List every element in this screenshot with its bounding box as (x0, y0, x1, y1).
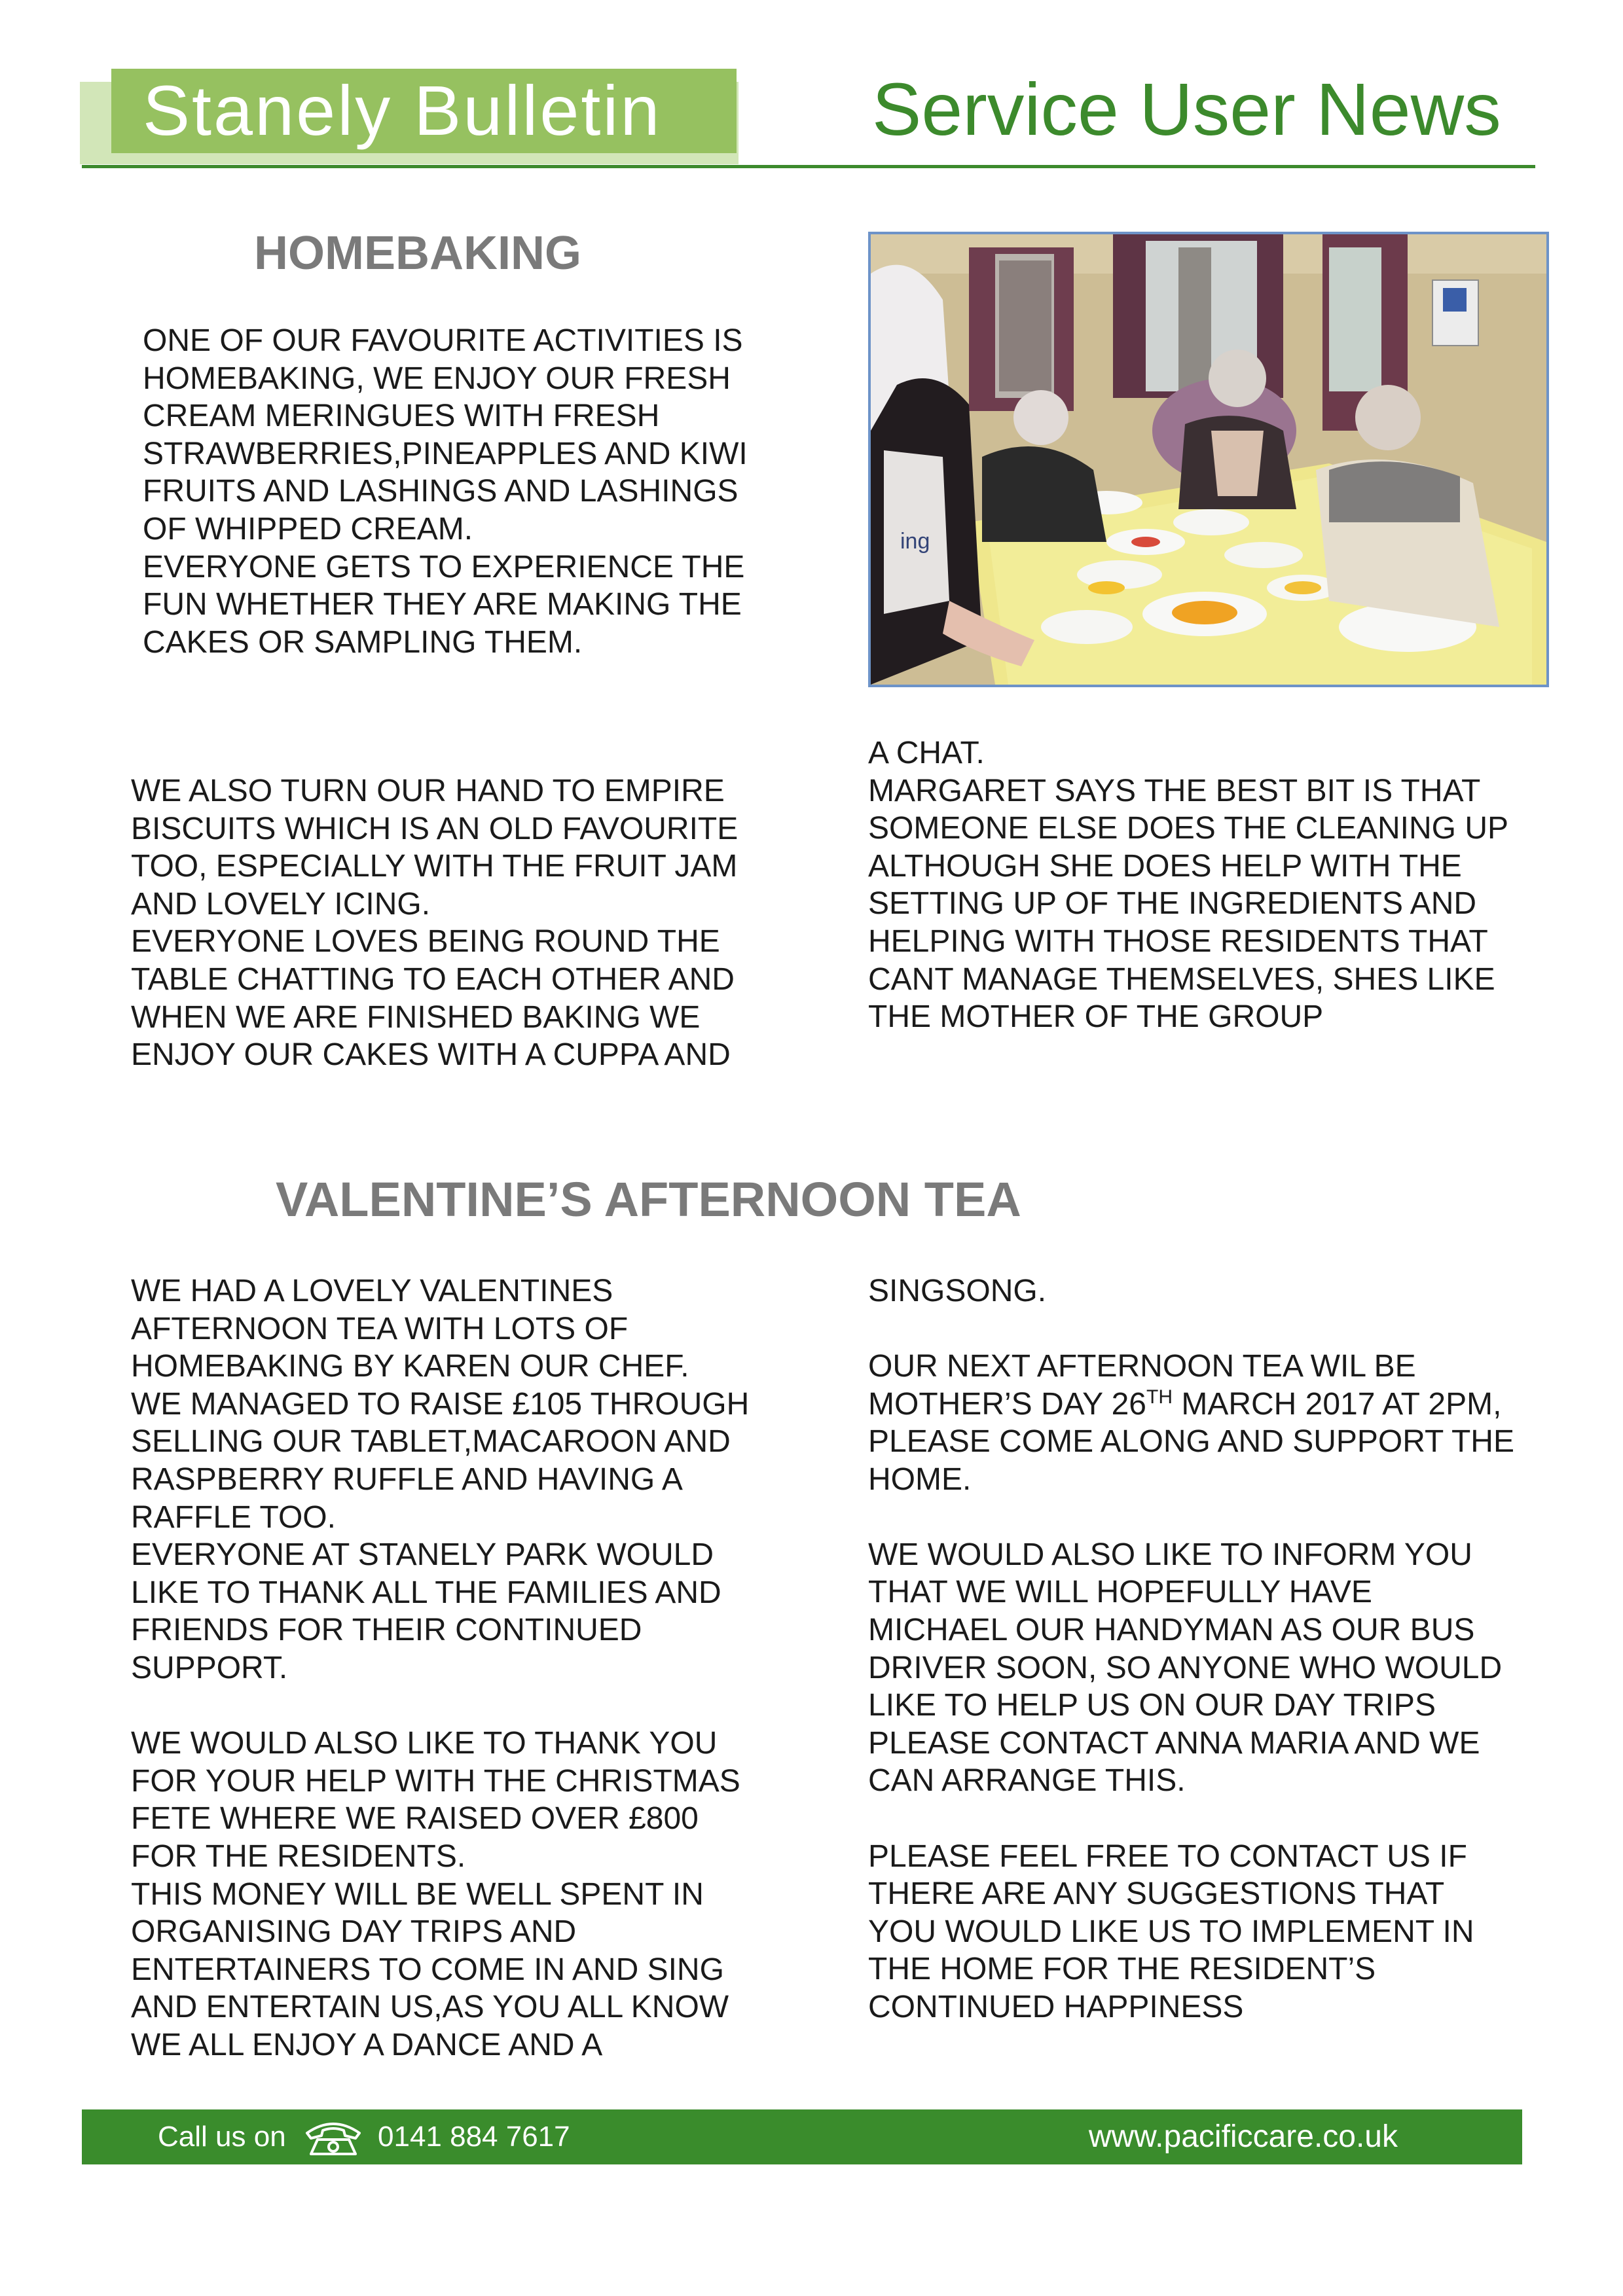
homebaking-intro: ONE OF OUR FAVOURITE ACTIVITIES IS HOMEBAKING, WE ENJOY OUR FRESH CREAM MERINGUES WITH FRESH STRAWBERRIES,PINEAPPLES AND KIWI FRUITS AND LASHINGS AND LASHINGS OF WHIPPED CREAM. EVERYONE GETS TO EXPERIENCE THE FUN WHETHER THEY ARE MAKING THE CAKES OR SAMPLING THEM. (143, 323, 748, 660)
homebaking-column-right: A CHAT. MARGARET SAYS THE BEST BIT IS THAT SOMEONE ELSE DOES THE CLEANING UP ALTHOUGH SHE DOES HELP WITH THE SETTING UP OF THE INGREDIENTS AND HELPING WITH THOSE RESIDENTS THAT CANT MANAGE THEMSELVES, SHES LIKE THE MOTHER OF THE GROUP (868, 736, 1509, 1035)
phone-number[interactable]: 0141 884 7617 (378, 2121, 570, 2153)
valentines-column-right-top: SINGSONG. OUR NEXT AFTERNOON TEA WIL BE (868, 1274, 1416, 1384)
homebaking-heading: HOMEBAKING (254, 227, 581, 279)
mothers-day-date: MOTHER’S DAY 26 (868, 1387, 1146, 1422)
bulletin-title: Stanely Bulletin (143, 71, 662, 150)
mothers-day-line (868, 1386, 1501, 1424)
apron-print: ing (900, 529, 930, 554)
date-ordinal: TH (1146, 1386, 1173, 1408)
valentines-column-right-bottom: PLEASE COME ALONG AND SUPPORT THE HOME. WE WOULD ALSO LIKE TO INFORM YOU THAT WE WILL HOPEFULLY HAVE MICHAEL OUR HANDYMAN AS OUR BUS DRIVER SOON, SO ANYONE WHO WOULD LIKE TO HELP US ON OUR DAY TRIPS PLEASE CONTACT ANNA MARIA AND WE CAN ARRANGE THIS. PLEASE FEEL FREE TO CONTACT US IF THERE ARE ANY SUGGESTIONS THAT YOU WOULD LIKE US TO IMPLEMENT IN THE HOME FOR THE RESIDENT’S CONTINUED HAPPINESS (868, 1424, 1514, 2024)
website-link[interactable]: www.pacificcare.co.uk (1088, 2119, 1398, 2154)
header-divider (82, 165, 1535, 168)
homebaking-photo (868, 232, 1549, 687)
service-user-news-title: Service User News (872, 68, 1501, 151)
homebaking-column-left: WE ALSO TURN OUR HAND TO EMPIRE BISCUITS WHICH IS AN OLD FAVOURITE TOO, ESPECIALLY WITH THE FRUIT JAM AND LOVELY ICING. EVERYONE LOVES BEING ROUND THE TABLE CHATTING TO EACH OTHER AND WHEN WE ARE FINISHED BAKING WE ENJOY OUR CAKES WITH A CUPPA AND (131, 774, 739, 1073)
valentines-heading: VALENTINE’S AFTERNOON TEA (276, 1172, 1021, 1227)
call-us-label: Call us on (158, 2121, 286, 2153)
footer-bar (82, 2109, 1522, 2164)
mothers-day-time: MARCH 2017 AT 2PM, (1173, 1387, 1502, 1422)
telephone-icon (303, 2117, 363, 2157)
valentines-column-left: WE HAD A LOVELY VALENTINES AFTERNOON TEA WITH LOTS OF HOMEBAKING BY KAREN OUR CHEF. WE MANAGED TO RAISE £105 THROUGH SELLING OUR TABLET,MACAROON AND RASPBERRY RUFFLE AND HAVING A RAFFLE TOO. EVERYONE AT STANELY PARK WOULD LIKE TO THANK ALL THE FAMILIES AND FRIENDS FOR THEIR CONTINUED SUPPORT. WE WOULD ALSO LIKE TO THANK YOU FOR YOUR HELP WITH THE CHRISTMAS FETE WHERE WE RAISED OVER £800 FOR THE RESIDENTS. THIS MONEY WILL BE WELL SPENT IN ORGANISING DAY TRIPS AND ENTERTAINERS TO COME IN AND SING AND ENTERTAIN US,AS YOU ALL KNOW WE ALL ENJOY A DANCE AND A (131, 1274, 750, 2062)
